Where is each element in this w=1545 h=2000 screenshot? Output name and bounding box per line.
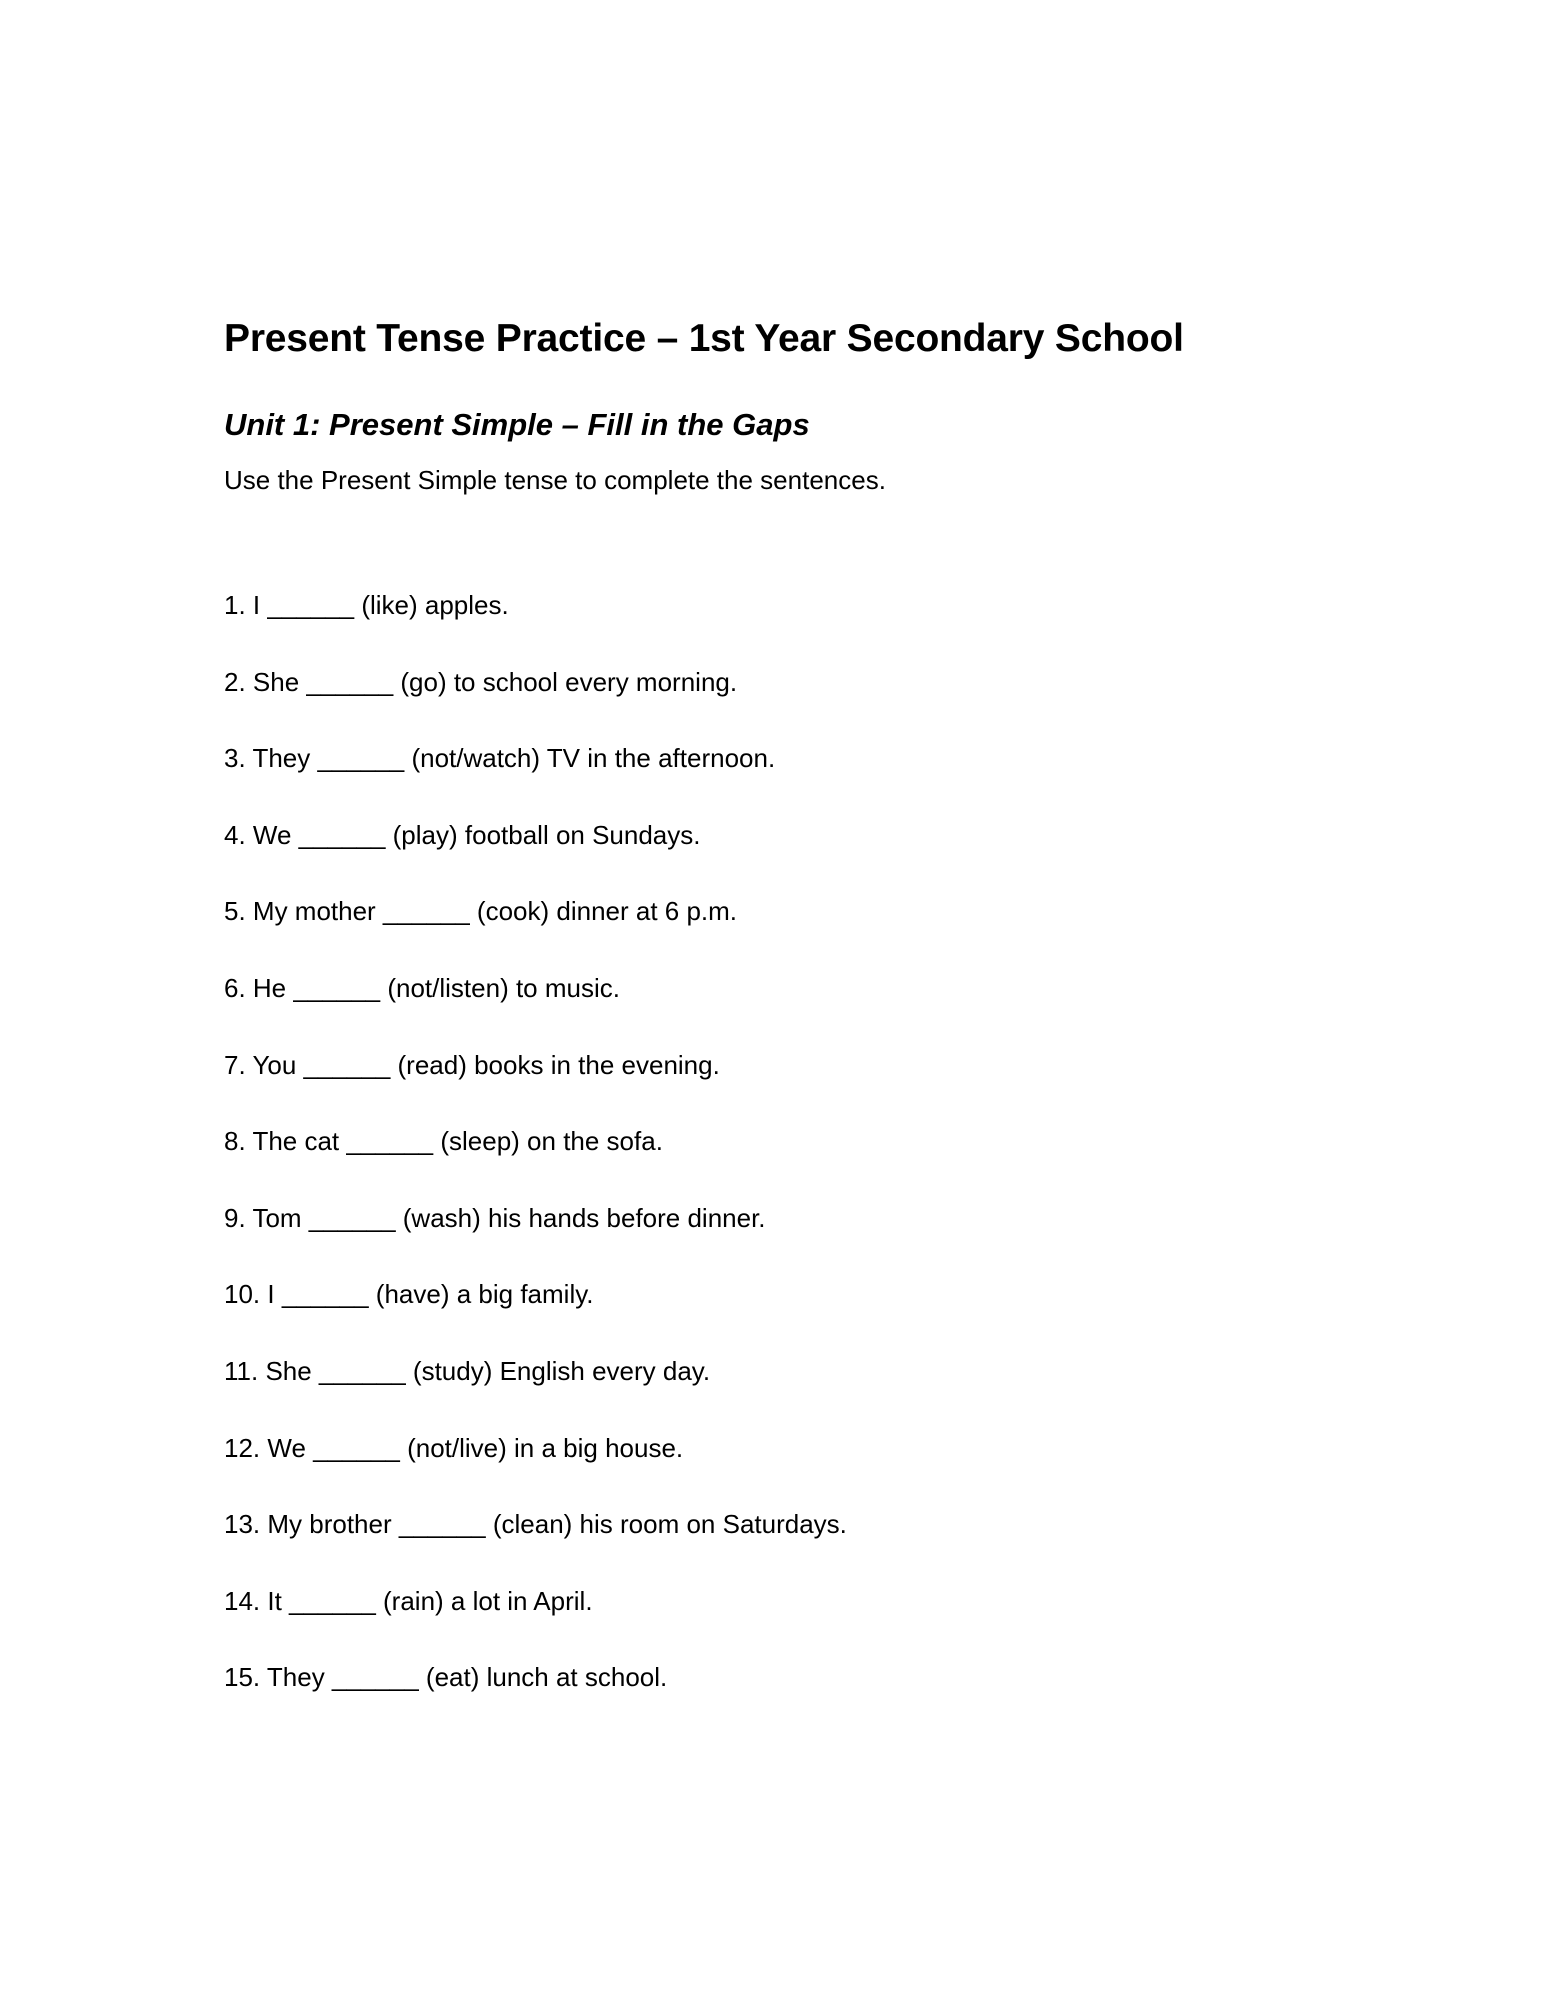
- exercise-item-4: 4. We ______ (play) football on Sundays.: [224, 819, 701, 850]
- instruction-text: Use the Present Simple tense to complete the sentences.: [224, 465, 886, 495]
- exercise-item-14: 14. It ______ (rain) a lot in April.: [224, 1585, 593, 1616]
- exercise-list: [224, 589, 1424, 1693]
- exercise-item-11: 11. She ______ (study) English every day.: [224, 1355, 711, 1386]
- exercise-item-7: 7. You ______ (read) books in the evening.: [224, 1049, 720, 1080]
- exercise-item-5: 5. My mother ______ (cook) dinner at 6 p.m.: [224, 896, 738, 927]
- exercise-item-12: 12. We ______ (not/live) in a big house.: [224, 1432, 684, 1463]
- exercise-item-13: 13. My brother ______ (clean) his room on Saturdays.: [224, 1509, 847, 1540]
- exercise-item-15: 15. They ______ (eat) lunch at school.: [224, 1662, 668, 1693]
- exercise-item-6: 6. He ______ (not/listen) to music.: [224, 972, 620, 1003]
- worksheet-title: Present Tense Practice – 1st Year Secondary School: [224, 317, 1184, 360]
- unit-title: Unit 1: Present Simple – Fill in the Gaps: [224, 407, 810, 442]
- exercise-item-8: 8. The cat ______ (sleep) on the sofa.: [224, 1126, 663, 1157]
- exercise-item-1: 1. I ______ (like) apples.: [224, 590, 509, 620]
- exercise-item-3: 3. They ______ (not/watch) TV in the afternoon.: [224, 743, 776, 774]
- exercise-item-9: 9. Tom ______ (wash) his hands before dinner.: [224, 1202, 766, 1233]
- worksheet-content: [224, 316, 1424, 1738]
- exercise-item-2: 2. She ______ (go) to school every morning.: [224, 666, 738, 697]
- exercise-item-10: 10. I ______ (have) a big family.: [224, 1279, 594, 1310]
